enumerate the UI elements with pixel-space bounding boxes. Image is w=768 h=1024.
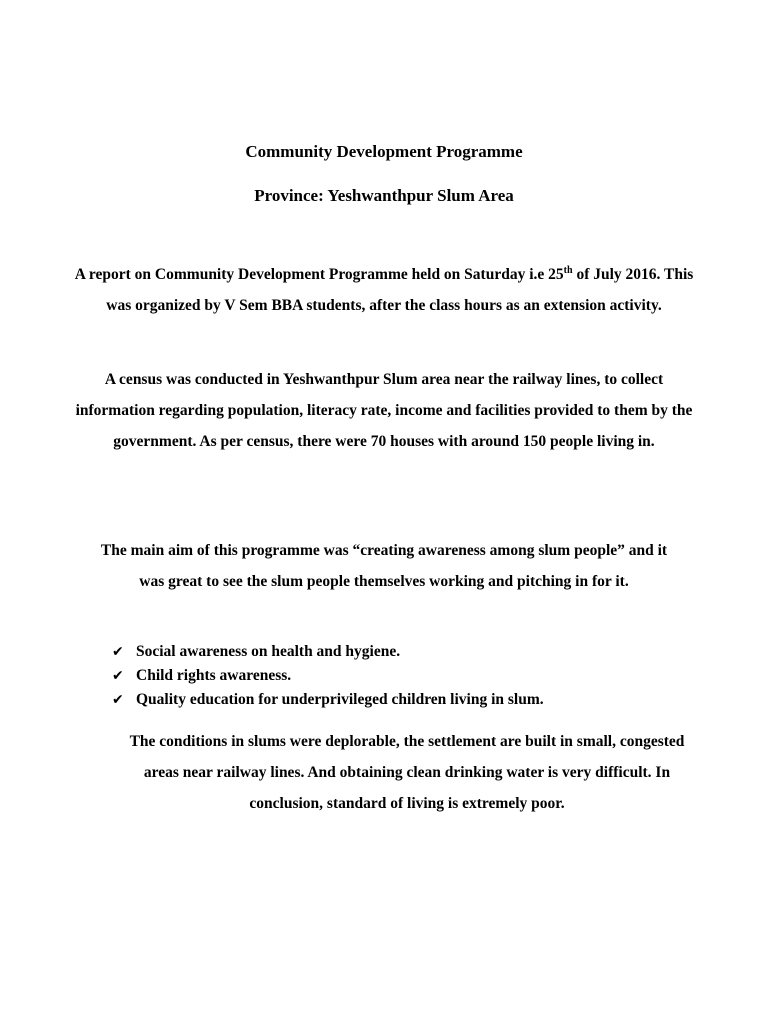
report-paragraph-start: A report on Community Development Programme held on Saturday i.e 25: [74, 266, 564, 283]
list-item-text: Quality education for underprivileged children living in slum.: [136, 691, 544, 708]
conditions-paragraph: The conditions in slums were deplorable, the settlement are built in small, congested areas near railway lines. And obtaining clean drinking water is very difficult. In conclusion, standard of living is extremely poor.: [129, 733, 685, 812]
report-paragraph-end: of July 2016. This was organized by V Sem BBA students, after the class hours as an extension activity.: [106, 266, 694, 314]
check-mark-icon: ✔: [112, 692, 124, 708]
report-paragraph: [70, 259, 698, 321]
census-paragraph: A census was conducted in Yeshwanthpur Slum area near the railway lines, to collect information regarding population, literacy rate, income and facilities provided to them by the government. As per census, there were 70 houses with around 150 people living in.: [75, 371, 693, 450]
list-item: [112, 688, 544, 712]
objectives-checklist: [112, 640, 544, 712]
list-item: [112, 664, 544, 688]
document-subtitle: Province: Yeshwanthpur Slum Area: [254, 186, 514, 205]
check-mark-icon: ✔: [112, 644, 124, 660]
list-item: [112, 640, 544, 664]
document-title: Community Development Programme: [245, 142, 523, 161]
aim-paragraph: The main aim of this programme was “creating awareness among slum people” and it was great to see the slum people themselves working and pitching in for it.: [100, 542, 668, 590]
ordinal-suffix: th: [563, 264, 573, 276]
list-item-text: Social awareness on health and hygiene.: [136, 643, 401, 660]
list-item-text: Child rights awareness.: [136, 667, 292, 684]
check-mark-icon: ✔: [112, 668, 124, 684]
